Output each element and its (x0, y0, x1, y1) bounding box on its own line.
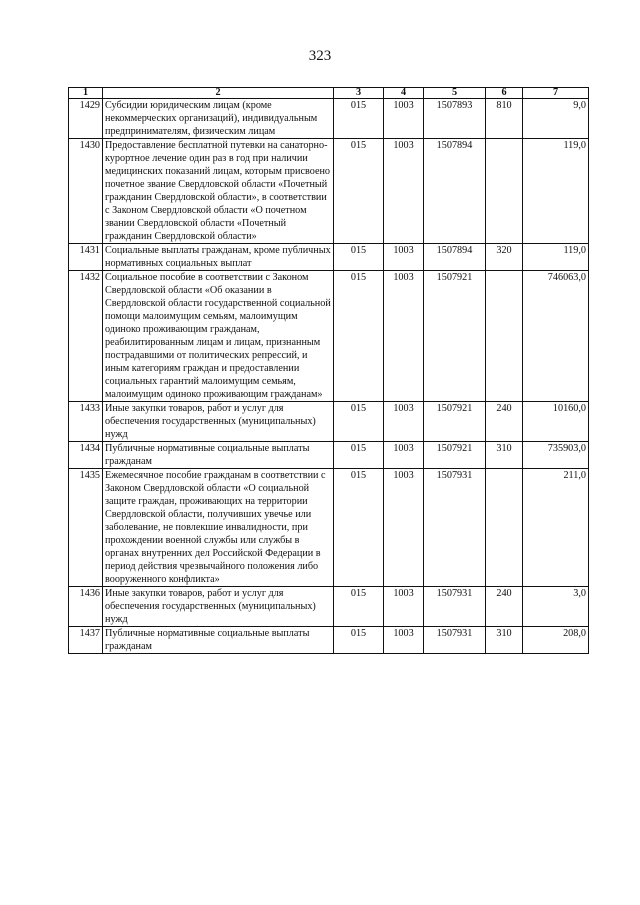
table-header-row (69, 88, 589, 99)
table-row (69, 442, 589, 469)
table-row (69, 469, 589, 587)
section-code: 1003 (384, 271, 424, 402)
section-code: 1003 (384, 627, 424, 654)
section-code: 1003 (384, 244, 424, 271)
target-article-code: 1507893 (424, 99, 486, 139)
table-row (69, 587, 589, 627)
column-header: 5 (424, 88, 486, 99)
row-description: Социальное пособие в соответствии с Законом Свердловской области «Об оказании в Свердловской области государственной социальной помощи малоимущим семьям, малоимущим одиноко проживающим гражданам, реабилитированным лицам и лицам, признанным пострадавшими от политических репрессий, и иным категориям граждан и предоставлении социальных гарантий малоимущим семьям, малоимущим одиноко проживающим гражданам» (103, 271, 334, 402)
expense-type-code: 320 (486, 244, 523, 271)
column-header: 1 (69, 88, 103, 99)
ministry-code: 015 (334, 587, 384, 627)
row-description: Иные закупки товаров, работ и услуг для обеспечения государственных (муниципальных) нужд (103, 402, 334, 442)
ministry-code: 015 (334, 244, 384, 271)
target-article-code: 1507931 (424, 627, 486, 654)
section-code: 1003 (384, 402, 424, 442)
ministry-code: 015 (334, 271, 384, 402)
amount: 208,0 (523, 627, 589, 654)
amount: 119,0 (523, 244, 589, 271)
table-row (69, 244, 589, 271)
row-number: 1429 (69, 99, 103, 139)
row-number: 1433 (69, 402, 103, 442)
expense-type-code: 810 (486, 99, 523, 139)
row-number: 1435 (69, 469, 103, 587)
column-header: 7 (523, 88, 589, 99)
target-article-code: 1507921 (424, 442, 486, 469)
amount: 10160,0 (523, 402, 589, 442)
column-header: 4 (384, 88, 424, 99)
row-number: 1431 (69, 244, 103, 271)
ministry-code: 015 (334, 469, 384, 587)
table-row (69, 627, 589, 654)
column-header: 3 (334, 88, 384, 99)
row-description: Публичные нормативные социальные выплаты гражданам (103, 627, 334, 654)
column-header: 6 (486, 88, 523, 99)
amount: 119,0 (523, 139, 589, 244)
column-header: 2 (103, 88, 334, 99)
row-number: 1430 (69, 139, 103, 244)
table-row (69, 271, 589, 402)
budget-table (68, 87, 589, 654)
expense-type-code: 240 (486, 402, 523, 442)
expense-type-code (486, 271, 523, 402)
section-code: 1003 (384, 139, 424, 244)
row-description: Публичные нормативные социальные выплаты гражданам (103, 442, 334, 469)
table-row (69, 99, 589, 139)
amount: 735903,0 (523, 442, 589, 469)
row-number: 1436 (69, 587, 103, 627)
row-number: 1437 (69, 627, 103, 654)
ministry-code: 015 (334, 402, 384, 442)
expense-type-code (486, 469, 523, 587)
target-article-code: 1507894 (424, 244, 486, 271)
amount: 211,0 (523, 469, 589, 587)
target-article-code: 1507894 (424, 139, 486, 244)
expense-type-code: 240 (486, 587, 523, 627)
section-code: 1003 (384, 587, 424, 627)
amount: 3,0 (523, 587, 589, 627)
row-description: Предоставление бесплатной путевки на санаторно-курортное лечение один раз в год при наличии медицинских показаний лицам, которым присвоено почетное звание Свердловской области «Почетный гражданин Свердловской области», в соответствии с Законом Свердловской области «О почетном звании Свердловской области «Почетный гражданин Свердловской области» (103, 139, 334, 244)
target-article-code: 1507931 (424, 469, 486, 587)
row-number: 1434 (69, 442, 103, 469)
section-code: 1003 (384, 469, 424, 587)
table-row (69, 402, 589, 442)
amount: 9,0 (523, 99, 589, 139)
target-article-code: 1507921 (424, 271, 486, 402)
target-article-code: 1507931 (424, 587, 486, 627)
row-description: Субсидии юридическим лицам (кроме некоммерческих организаций), индивидуальным предпринимателям, физическим лицам (103, 99, 334, 139)
page-number: 323 (308, 48, 332, 64)
section-code: 1003 (384, 99, 424, 139)
table-row (69, 139, 589, 244)
amount: 746063,0 (523, 271, 589, 402)
row-description: Иные закупки товаров, работ и услуг для обеспечения государственных (муниципальных) нужд (103, 587, 334, 627)
row-description: Социальные выплаты гражданам, кроме публичных нормативных социальных выплат (103, 244, 334, 271)
ministry-code: 015 (334, 139, 384, 244)
section-code: 1003 (384, 442, 424, 469)
expense-type-code: 310 (486, 627, 523, 654)
expense-type-code: 310 (486, 442, 523, 469)
expense-type-code (486, 139, 523, 244)
ministry-code: 015 (334, 99, 384, 139)
ministry-code: 015 (334, 627, 384, 654)
row-number: 1432 (69, 271, 103, 402)
target-article-code: 1507921 (424, 402, 486, 442)
ministry-code: 015 (334, 442, 384, 469)
row-description: Ежемесячное пособие гражданам в соответствии с Законом Свердловской области «О социальной защите граждан, проживающих на территории Свердловской области, получивших увечье или заболевание, не повлекшие инвалидности, при прохождении военной службы или службы в органах внутренних дел Российской Федерации в период действия чрезвычайного положения либо вооруженного конфликта» (103, 469, 334, 587)
